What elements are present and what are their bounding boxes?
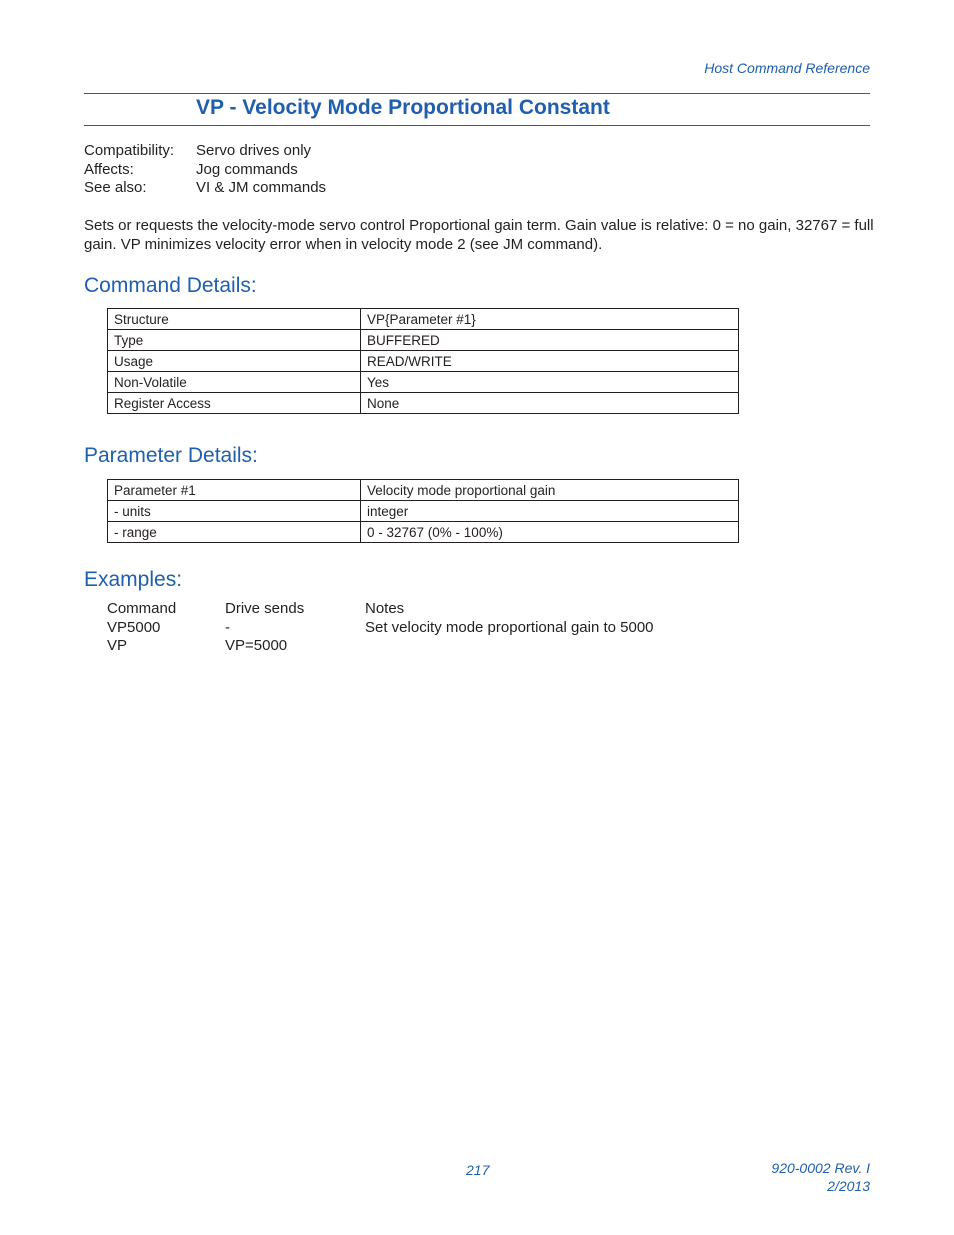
table-cell: Structure — [108, 309, 361, 330]
table-row — [108, 480, 739, 501]
table-row — [108, 393, 739, 414]
examples-list — [107, 600, 654, 656]
table-row — [108, 351, 739, 372]
table-cell: integer — [361, 501, 739, 522]
document-revision — [771, 1159, 870, 1195]
meta-value: VI & JM commands — [196, 179, 327, 196]
parameter-details-heading: Parameter Details: — [84, 444, 258, 467]
example-response: - — [225, 618, 230, 636]
example-command: VP — [107, 637, 128, 654]
column-header: Command — [107, 600, 177, 617]
meta-row-see-also — [84, 179, 326, 198]
table-cell: BUFFERED — [361, 330, 739, 351]
table-cell: 0 - 32767 (0% - 100%) — [361, 522, 739, 543]
doc-number: 920-0002 Rev. I — [771, 1160, 870, 1176]
table-row — [108, 372, 739, 393]
table-row — [108, 522, 739, 543]
examples-heading: Examples: — [84, 568, 183, 591]
meta-value: Jog commands — [196, 160, 298, 178]
command-meta — [84, 142, 326, 198]
page-title: VP - Velocity Mode Proportional Constant — [196, 96, 610, 119]
example-command: VP5000 — [107, 618, 161, 636]
table-cell: - units — [108, 501, 361, 522]
table-cell: None — [361, 393, 739, 414]
example-note: Set velocity mode proportional gain to 5000 — [365, 618, 654, 636]
running-header: Host Command Reference — [704, 60, 870, 76]
meta-value: Servo drives only — [196, 142, 312, 159]
command-details-table — [107, 308, 739, 414]
meta-key: See also: — [84, 179, 147, 196]
table-cell: Velocity mode proportional gain — [361, 480, 739, 501]
table-row — [108, 330, 739, 351]
table-row — [108, 309, 739, 330]
command-details-heading: Command Details: — [84, 274, 257, 297]
meta-key: Affects: — [84, 160, 134, 178]
table-cell: Yes — [361, 372, 739, 393]
parameter-details-table — [107, 479, 739, 543]
table-cell: Type — [108, 330, 361, 351]
page-number: 217 — [466, 1162, 490, 1178]
example-response: VP=5000 — [225, 637, 288, 654]
list-item — [107, 619, 654, 638]
table-cell: VP{Parameter #1} — [361, 309, 739, 330]
table-cell: Parameter #1 — [108, 480, 361, 501]
title-bar — [84, 93, 870, 126]
description: Sets or requests the velocity-mode servo control Proportional gain term. Gain value is relative: 0 = no gain, 32767 = full gain. VP minimizes velocity error when in velocity mode 2 (see JM command). — [84, 217, 874, 253]
meta-row-compatibility — [84, 142, 326, 161]
table-cell: Register Access — [108, 393, 361, 414]
meta-key: Compatibility: — [84, 142, 175, 159]
list-item — [107, 637, 654, 656]
table-cell: Usage — [108, 351, 361, 372]
column-header: Drive sends — [225, 600, 305, 617]
table-cell: - range — [108, 522, 361, 543]
meta-row-affects — [84, 161, 326, 180]
table-cell: Non-Volatile — [108, 372, 361, 393]
table-cell: READ/WRITE — [361, 351, 739, 372]
doc-date: 2/2013 — [827, 1178, 870, 1194]
table-row — [108, 501, 739, 522]
column-header: Notes — [365, 600, 405, 617]
examples-header-row — [107, 600, 654, 619]
